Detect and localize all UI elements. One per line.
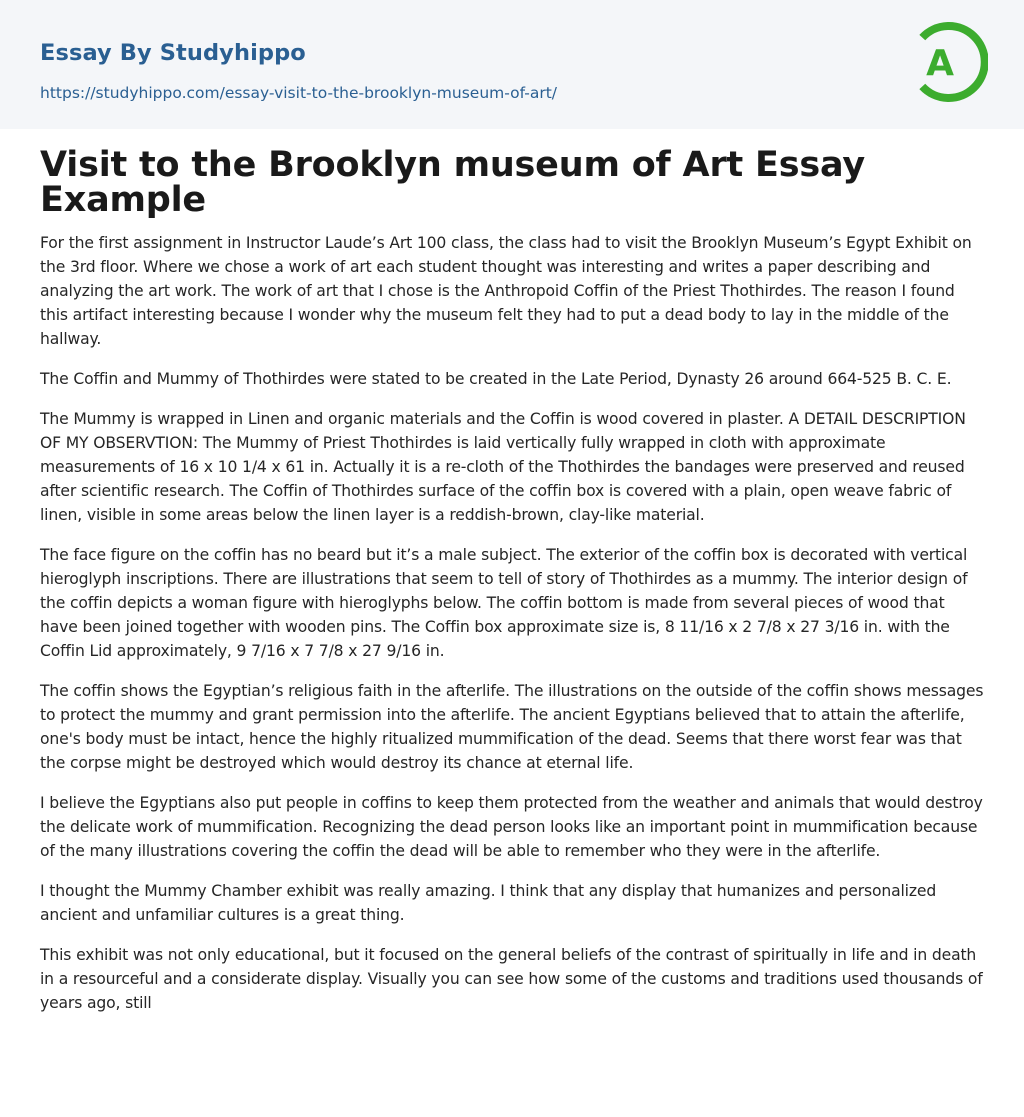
article-paragraph: The Coffin and Mummy of Thothirdes were stated to be created in the Late Period, Dynasty 26 around 664-525 B. C. E. (40, 370, 952, 388)
page-header (0, 0, 1024, 129)
article-paragraph: This exhibit was not only educational, but it focused on the general beliefs of the contrast of spiritually in life and in death in a resourceful and a considerate display. Visually you can see how some of the customs and traditions used thousands of years ago, still (40, 946, 983, 1012)
site-title[interactable]: Essay By Studyhippo (40, 40, 306, 66)
article-paragraph: For the first assignment in Instructor Laude’s Art 100 class, the class had to visit the Brooklyn Museum’s Egypt Exhibit on the 3rd floor. Where we chose a work of art each student thought was interesting and writes a paper describing and analyzing the art work. The work of art that I chose is the Anthropoid Coffin of the Priest Thothirdes. The reason I found this artifact interesting because I wonder why the museum felt they had to put a dead body to lay in the middle of the hallway. (40, 234, 972, 348)
article-paragraph: The Mummy is wrapped in Linen and organic materials and the Coffin is wood covered in plaster. A DETAIL DESCRIPTION OF MY OBSERVTION: The Mummy of Priest Thothirdes is laid vertically fully wrapped in cloth with approximate measurements of 16 x 10 1/4 x 61 in. Actually it is a re-cloth of the Thothirdes the bandages were preserved and reused after scientific research. The Coffin of Thothirdes surface of the coffin box is covered with a plain, open weave fabric of linen, visible in some areas below the linen layer is a reddish-brown, clay-like material. (40, 410, 966, 524)
essay-url-link[interactable]: https://studyhippo.com/essay-visit-to-the-brooklyn-museum-of-art/ (40, 84, 557, 102)
article-paragraph: I thought the Mummy Chamber exhibit was really amazing. I think that any display that humanizes and personalized ancient and unfamiliar cultures is a great thing. (40, 882, 937, 924)
article-content (40, 145, 984, 1031)
article-paragraph: The face figure on the coffin has no beard but it’s a male subject. The exterior of the coffin box is decorated with vertical hieroglyph inscriptions. There are illustrations that seem to tell of story of Thothirdes as a mummy. The interior design of the coffin depicts a woman figure with hieroglyphs below. The coffin bottom is made from several pieces of wood that have been joined together with wooden pins. The Coffin box approximate size is, 8 11/16 x 2 7/8 x 27 3/16 in. with the Coffin Lid approximately, 9 7/16 x 7 7/8 x 27 9/16 in. (40, 546, 968, 660)
logo-letter: A (926, 43, 954, 84)
studyhippo-logo-icon[interactable] (910, 18, 988, 106)
article-paragraph: I believe the Egyptians also put people in coffins to keep them protected from the weather and animals that would destroy the delicate work of mummification. Recognizing the dead person looks like an important point in mummification because of the many illustrations covering the coffin the dead will be able to remember who they were in the afterlife. (40, 794, 983, 860)
article-paragraph: The coffin shows the Egyptian’s religious faith in the afterlife. The illustrations on the outside of the coffin shows messages to protect the mummy and grant permission into the afterlife. The ancient Egyptians believed that to attain the afterlife, one's body must be intact, hence the highly ritualized mummification of the dead. Seems that there worst fear was that the corpse might be destroyed which would destroy its chance at eternal life. (40, 682, 984, 772)
page-title: Visit to the Brooklyn museum of Art Essay Example (40, 145, 865, 220)
